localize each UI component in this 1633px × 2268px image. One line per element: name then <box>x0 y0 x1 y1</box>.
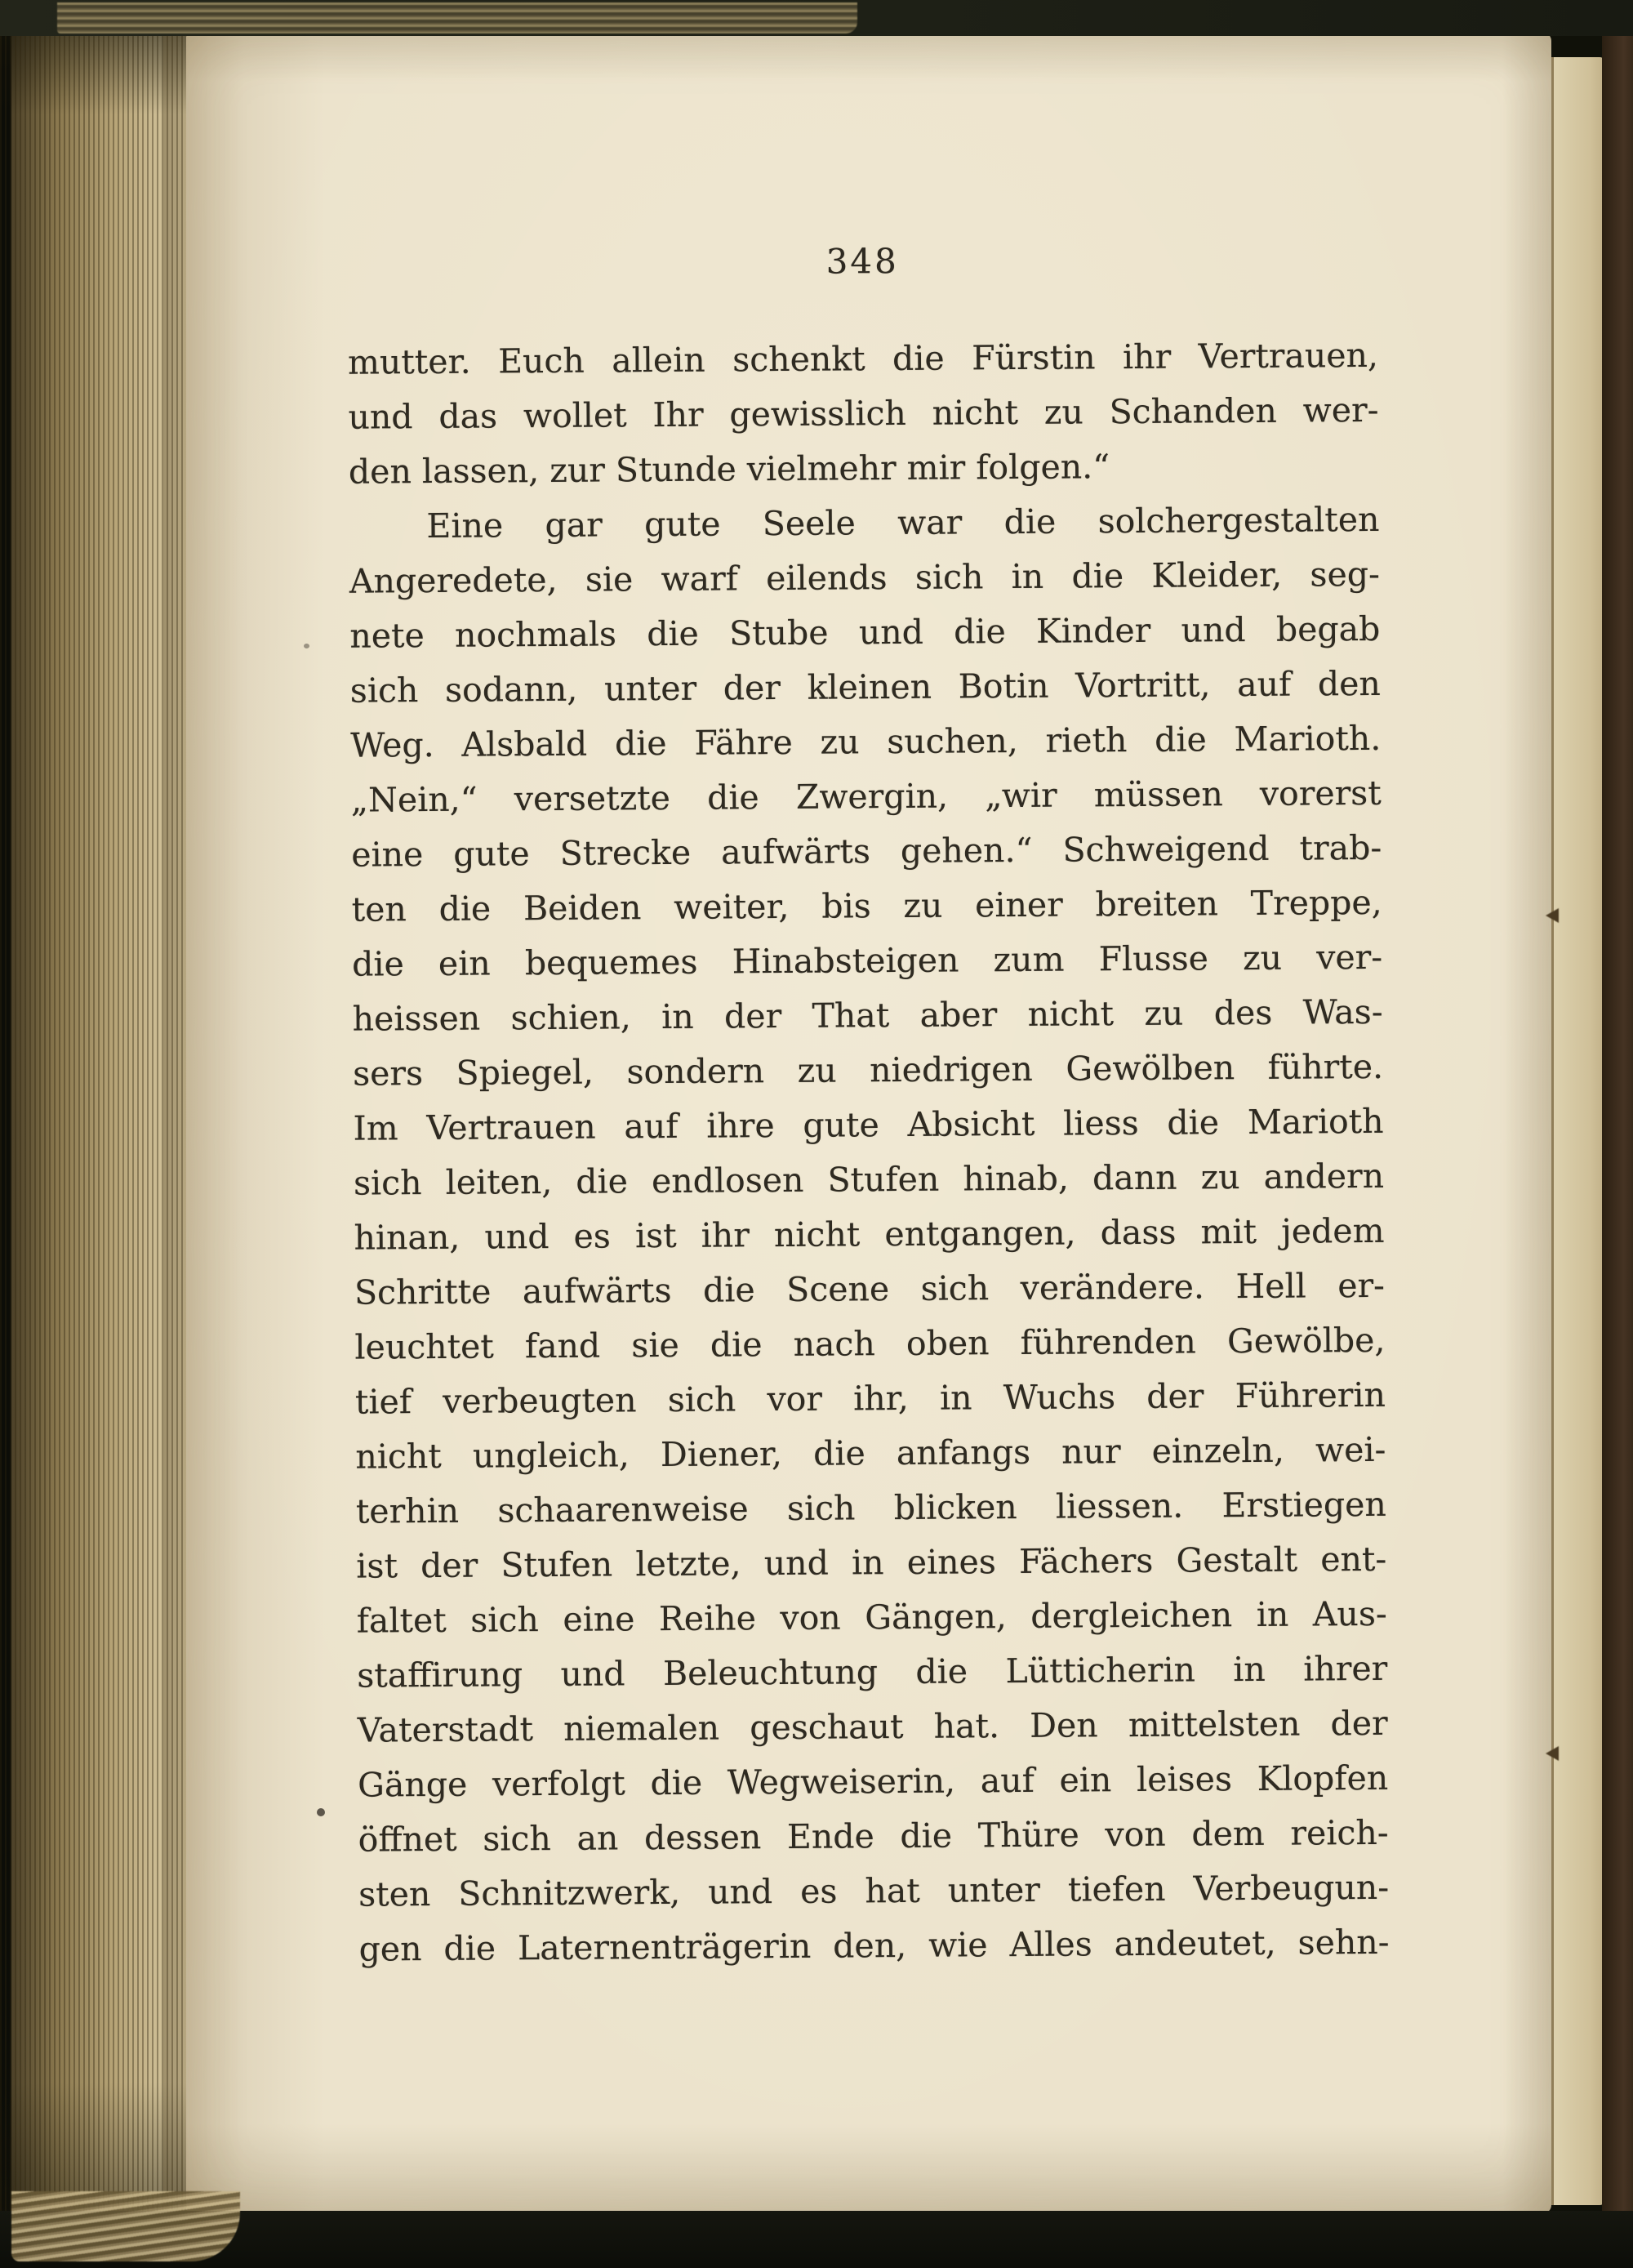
text-line: sers Spiegel, sondern zu niedrigen Gewölben führte. <box>352 1046 1384 1094</box>
text-block <box>348 328 1390 1977</box>
page-edge-mark-icon <box>1546 908 1559 923</box>
text-line: Gänge verfolgt die Wegweiserin, auf ein leises Klopfen <box>358 1758 1389 1805</box>
page-edge-mark-icon <box>1546 1746 1559 1761</box>
bottom-page-stack-edge <box>11 2191 240 2261</box>
margin-ink-speck <box>317 1808 325 1816</box>
text-line: nete nochmals die Stube und die Kinder und begab <box>349 608 1381 656</box>
text-line: leuchtet fand sie die nach oben führenden Gewölbe, <box>354 1320 1386 1367</box>
text-line: Vaterstadt niemalen geschaut hat. Den mittelsten der <box>357 1703 1388 1750</box>
text-line: öffnet sich an dessen Ende die Thüre von dem reich- <box>358 1812 1389 1860</box>
text-line: ist der Stufen letzte, und in eines Fächers Gestalt ent- <box>356 1539 1387 1586</box>
under-page-edge <box>1551 57 1606 2205</box>
text-line: Schritte aufwärts die Scene sich verändere. Hell er- <box>354 1265 1386 1312</box>
text-line: gen die Laternenträgerin den, wie Alles andeutet, sehn- <box>358 1922 1390 1969</box>
page-text-layer <box>347 235 1390 1977</box>
margin-ink-speck <box>304 644 309 648</box>
text-line: Weg. Alsbald die Fähre zu suchen, rieth die Marioth. <box>350 718 1382 765</box>
text-line: Angeredete, sie warf eilends sich in die Kleider, seg- <box>349 554 1381 601</box>
right-book-cover <box>1602 0 1633 2268</box>
top-page-stack-edge <box>57 2 857 33</box>
text-line: heissen schien, in der That aber nicht zu des Was- <box>352 991 1383 1039</box>
text-line: die ein bequemes Hinabsteigen zum Flusse zu ver- <box>352 937 1383 984</box>
text-line: „Nein,“ versetzte die Zwergin, „wir müssen vorerst <box>350 773 1382 820</box>
text-line: sich sodann, unter der kleinen Botin Vortritt, auf den <box>349 663 1381 711</box>
text-line: ten die Beiden weiter, bis zu einer breiten Treppe, <box>351 882 1382 929</box>
text-line: mutter. Euch allein schenkt die Fürstin ihr Vertrauen, <box>347 335 1379 382</box>
text-line: den lassen, zur Stunde vielmehr mir folgen.“ <box>348 447 1110 492</box>
bottom-book-edge <box>0 2211 1633 2268</box>
text-line: hinan, und es ist ihr nicht entgangen, dass mit jedem <box>354 1210 1385 1258</box>
text-line: Im Vertrauen auf ihre gute Absicht liess die Marioth <box>353 1101 1384 1148</box>
text-line: eine gute Strecke aufwärts gehen.“ Schweigend trab- <box>351 827 1382 875</box>
text-line: und das wollet Ihr gewisslich nicht zu Schanden wer- <box>348 390 1379 437</box>
text-line: faltet sich eine Reihe von Gängen, dergleichen in Aus- <box>356 1593 1387 1641</box>
top-book-edge <box>0 0 1633 36</box>
text-line: nicht ungleich, Diener, die anfangs nur einzeln, wei- <box>355 1429 1386 1477</box>
text-line: sten Schnitzwerk, und es hat unter tiefen Verbeugun- <box>358 1867 1390 1914</box>
text-line: staffirung und Beleuchtung die Lütticherin in ihrer <box>357 1648 1388 1695</box>
page-number: 348 <box>825 240 899 282</box>
text-line: terhin schaarenweise sich blicken liessen. Erstiegen <box>355 1484 1386 1531</box>
text-line: tief verbeugten sich vor ihr, in Wuchs der Führerin <box>354 1375 1386 1422</box>
text-line: Eine gar gute Seele war die solchergestalten <box>426 499 1380 546</box>
text-line: sich leiten, die endlosen Stufen hinab, dann zu andern <box>353 1156 1385 1203</box>
